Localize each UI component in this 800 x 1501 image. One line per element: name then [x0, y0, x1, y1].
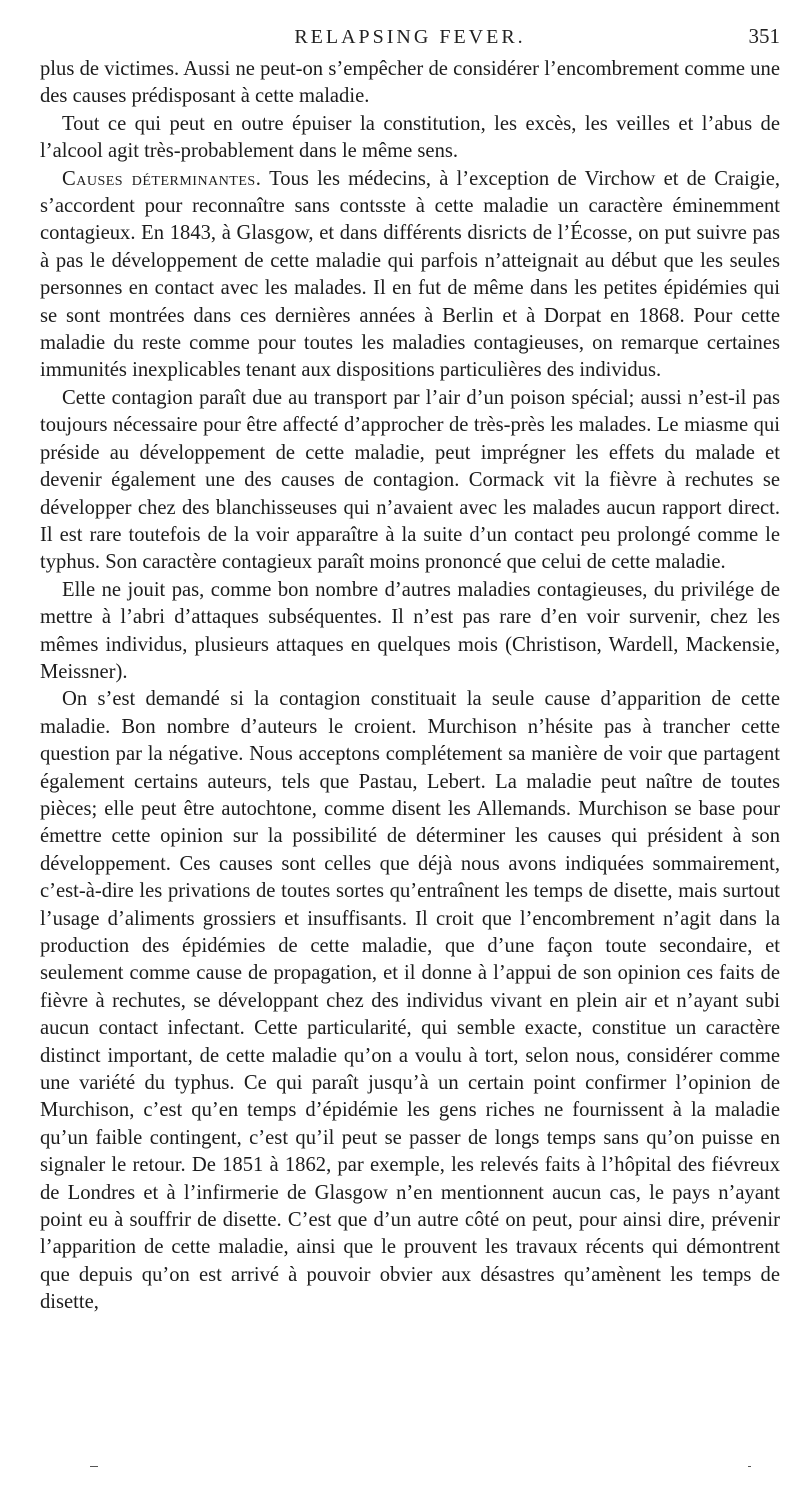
running-header — [40, 0, 780, 56]
page-number: 351 — [748, 24, 780, 48]
book-page — [40, 0, 780, 1501]
body-text — [40, 56, 780, 1317]
running-title: RELAPSING FEVER. — [294, 26, 526, 48]
footer-mark-left — [90, 1466, 98, 1467]
paragraph-contagion: Cette contagion paraît due au transport par l’air d’un poison spécial; aussi n’est-il pas toujours nécessaire pour être affecté d’approcher de très-près les malades. Le miasme qui préside au développement de cette maladie, peut imprégner les effets du malade et devenir également une des causes de contagion. Cormack vit la fièvre à rechutes se développer chez des blanchisseuses qui n’avaient avec les malades aucun rapport direct. Il est rare toutefois de la voir apparaître à la suite d’un contact peu prolongé comme le typhus. Son caractère contagieux paraît moins prononcé que celui de cette maladie. — [40, 386, 780, 574]
paragraph-continuation: plus de victimes. Aussi ne peut-on s’empêcher de considérer l’encombrement comme une des causes prédisposant à cette maladie. — [40, 58, 780, 108]
section-heading: Causes déterminantes. — [62, 167, 262, 190]
footer-mark-right — [748, 1466, 751, 1467]
paragraph-autochthony: On s’est demandé si la contagion constituait la seule cause d’apparition de cette maladie. Bon nombre d’auteurs le croient. Murchison n’hésite pas à trancher cette question par la négative. Nous acceptons complétement sa manière de voir que partagent également certains auteurs, tels que Pastau, Lebert. La maladie peut naître de toutes pièces; elle peut être autochtone, comme disent les Allemands. Murchison se base pour émettre cette opinion sur la possibilité de déterminer les causes qui président à son développement. Ces causes sont celles que déjà nous avons indiquées sommairement, c’est-à-dire les privations de toutes sortes qu’entraînent les temps de disette, mais surtout l’usage d’aliments grossiers et insuffisants. Il croit que l’encombrement n’agit dans la production des épidémies de cette maladie, que d’une façon toute secondaire, et seulement comme cause de propagation, et il donne à l’appui de son opinion ces faits de fièvre à rechutes, se développant chez des individus vivant en plein air et n’ayant subi aucun contact infectant. Cette particularité, qui semble exacte, constitue un caractère distinct important, de cette maladie qu’on a voulu à tort, selon nous, considérer comme une variété du typhus. Ce qui paraît jusqu’à un certain point confirmer l’opinion de Murchison, c’est qu’en temps d’épidémie les gens riches ne fournissent à la maladie qu’un faible contingent, c’est qu’il peut se passer de longs temps sans qu’on puisse en signaler le retour. De 1851 à 1862, par exemple, les relevés faits à l’hôpital des fiévreux de Londres et à l’infirmerie de Glasgow n’en mentionnent aucun cas, le pays n’ayant point eu à souffrir de disette. C’est que d’un autre côté on peut, pour ainsi dire, prévenir l’apparition de cette maladie, ainsi que le prouvent les travaux récents qui démontrent que depuis qu’on est arrivé à pouvoir obvier aux désastres qu’amènent les temps de disette, — [40, 688, 780, 1314]
paragraph-constitution: Tout ce qui peut en outre épuiser la constitution, les excès, les veilles et l’abus de l’alcool agit très-probablement dans le même sens. — [40, 112, 780, 163]
paragraph-text: Tous les médecins, à l’exception de Virchow et de Craigie, s’accordent pour reconnaître sans contsste à cette maladie un caractère éminemment contagieux. En 1843, à Glasgow, et dans différents disricts de l’Écosse, on put suivre pas à pas le développement de cette maladie qui parfois n’atteignait au début que les seules personnes en contact avec les malades. Il en fut de même dans les petites épidémies qui se sont montrées dans ces dernières années à Berlin et à Dorpat en 1868. Pour cette maladie du reste comme pour toutes les maladies contagieuses, on remarque certaines immunités inexplicables tenant aux dispositions particulières des individus. — [40, 167, 780, 382]
paragraph-causes-determinantes — [40, 166, 780, 385]
paragraph-immunity: Elle ne jouit pas, comme bon nombre d’autres maladies contagieuses, du privilége de mettre à l’abri d’attaques subséquentes. Il n’est pas rare d’en voir survenir, chez les mêmes individus, plusieurs attaques en quelques mois (Christison, Wardell, Mackensie, Meissner). — [40, 578, 780, 683]
